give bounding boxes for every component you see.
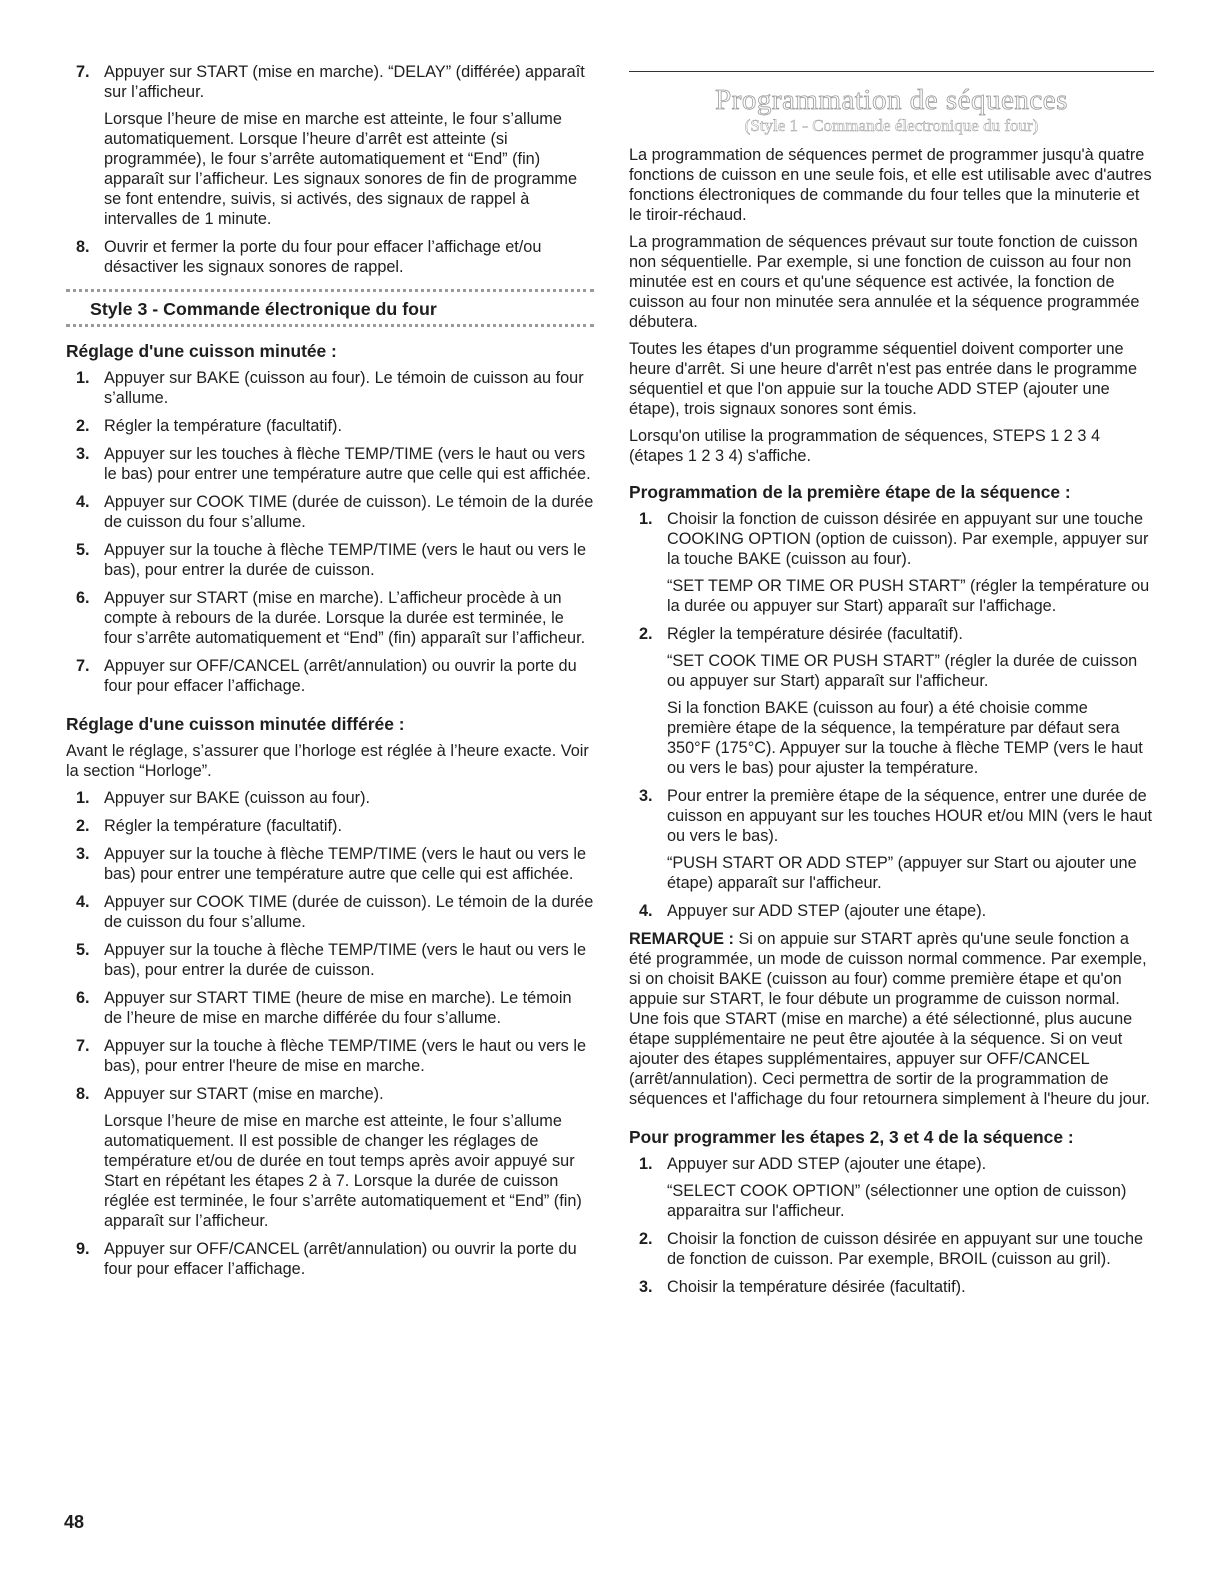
- item-number: 9.: [76, 1240, 90, 1258]
- list-item: [629, 509, 1154, 616]
- item-text: Appuyer sur la touche à flèche TEMP/TIME (vers le haut ou vers le bas), pour entrer l'heure de mise en marche.: [104, 1037, 587, 1075]
- paragraph: Toutes les étapes d'un programme séquentiel doivent comporter une heure d'arrêt. Si une heure d'arrêt n'est pas entrée dans le programme séquentiel et que l'on appuie sur la touche ADD STEP (ajouter une étape), trois signaux sonores sont émis.: [629, 340, 1138, 418]
- list-item: [66, 368, 594, 408]
- item-number: 2.: [76, 817, 90, 835]
- item-number: 2.: [639, 1230, 653, 1248]
- list-item: [66, 816, 594, 836]
- dotted-divider: [66, 324, 594, 327]
- item-text: Appuyer sur la touche à flèche TEMP/TIME (vers le haut ou vers le bas), pour entrer la durée de cuisson.: [104, 541, 587, 579]
- item-number: 5.: [76, 541, 90, 559]
- list-item: [629, 786, 1154, 893]
- list-item: [66, 892, 594, 932]
- item-subtext: Lorsque l’heure de mise en marche est atteinte, le four s’allume automatiquement. Lorsque l’heure d’arrêt est atteinte (si programmée), le four s’arrête automatiquement et “End” (fin) apparaît sur l’afficheur. Les signaux sonores de fin de programme se font entendre, suivis, si activés, des signaux de rappel à intervalles de 1 minute.: [104, 110, 578, 228]
- item-number: 3.: [76, 845, 90, 863]
- list-item: [66, 1239, 594, 1279]
- item-text: Choisir la fonction de cuisson désirée en appuyant sur une touche de fonction de cuisson. Par exemple, BROIL (cuisson au gril).: [667, 1230, 1144, 1268]
- item-subtext: “SET COOK TIME OR PUSH START” (régler la durée de cuisson ou appuyer sur Start) apparaît sur l'afficheur.: [667, 652, 1138, 690]
- section-title: Programmation de séquences: [715, 84, 1068, 116]
- item-text: Appuyer sur COOK TIME (durée de cuisson). Le témoin de la durée de cuisson du four s’allume.: [104, 893, 594, 931]
- item-text: Régler la température désirée (facultatif).: [667, 625, 963, 643]
- item-text: Appuyer sur START (mise en marche).: [104, 1085, 384, 1103]
- paragraph: La programmation de séquences permet de programmer jusqu'à quatre fonctions de cuisson en une seule fois, et elle est utilisable avec d'autres fonctions électroniques de commande du four telles que la minuterie et le tiroir-réchaud.: [629, 146, 1152, 224]
- item-number: 7.: [76, 63, 90, 81]
- item-text: Pour entrer la première étape de la séquence, entrer une durée de cuisson en appuyant sur les touches HOUR et/ou MIN (vers le haut ou vers le bas).: [667, 787, 1153, 845]
- item-text: Régler la température (facultatif).: [104, 817, 342, 835]
- item-text: Appuyer sur ADD STEP (ajouter une étape).: [667, 1155, 987, 1173]
- top-rule: [629, 71, 1154, 72]
- list-item: [66, 237, 594, 277]
- list-item: [66, 1036, 594, 1076]
- paragraph: La programmation de séquences prévaut sur toute fonction de cuisson non séquentielle. Par exemple, si une fonction de cuisson au four non minutée est en cours et qu'une séquence est activée, la fonction de cuisson au four non minutée sera annulée et la séquence programmée débutera.: [629, 233, 1140, 331]
- item-number: 7.: [76, 1037, 90, 1055]
- item-number: 8.: [76, 238, 90, 256]
- item-number: 3.: [76, 445, 90, 463]
- list-item: [629, 624, 1154, 778]
- item-number: 7.: [76, 657, 90, 675]
- list-item: [629, 901, 1154, 921]
- section-heading: Réglage d'une cuisson minutée :: [66, 341, 337, 361]
- list-item: [66, 940, 594, 980]
- item-number: 6.: [76, 989, 90, 1007]
- item-text: Choisir la fonction de cuisson désirée en appuyant sur une touche COOKING OPTION (option de cuisson). Par exemple, appuyer sur la touche BAKE (cuisson au four).: [667, 510, 1149, 568]
- list-item: [66, 1084, 594, 1231]
- list-item: [629, 1277, 1154, 1297]
- list-item: [66, 988, 594, 1028]
- item-subtext: Si la fonction BAKE (cuisson au four) a été choisie comme première étape de la séquence, la température par défaut sera 350°F (175°C). Appuyer sur la touche à flèche TEMP (vers le haut ou vers le bas) pour ajuster la température.: [667, 699, 1143, 777]
- item-text: Appuyer sur COOK TIME (durée de cuisson). Le témoin de la durée de cuisson du four s’allume.: [104, 493, 594, 531]
- item-text: Appuyer sur ADD STEP (ajouter une étape).: [667, 902, 987, 920]
- item-text: Appuyer sur la touche à flèche TEMP/TIME (vers le haut ou vers le bas) pour entrer une température autre que celle qui est affichée.: [104, 845, 587, 883]
- item-text: Appuyer sur START (mise en marche). “DELAY” (différée) apparaît sur l’afficheur.: [104, 63, 585, 101]
- item-text: Appuyer sur BAKE (cuisson au four). Le témoin de cuisson au four s’allume.: [104, 369, 584, 407]
- note-paragraph: [629, 929, 1154, 1109]
- list-item: [66, 788, 594, 808]
- note-text: Si on appuie sur START après qu'une seule fonction a été programmée, un mode de cuisson normal commence. Par exemple, si on choisit BAKE (cuisson au four) comme première étape et qu'on appuie sur START, le four débute un programme de cuisson normal. Une fois que START (mise en marche) a été sélectionné, plus aucune étape supplémentaire ne peut être ajoutée à la séquence. Si on veut ajouter des étapes supplémentaires, appuyer sur OFF/CANCEL (arrêt/annulation). Ceci permettra de sortir de la programmation de séquences et l'affichage du four retournera simplement à l'heure du jour.: [629, 930, 1150, 1108]
- item-number: 3.: [639, 787, 653, 805]
- list-item: [66, 656, 594, 696]
- paragraph: Lorsqu'on utilise la programmation de séquences, STEPS 1 2 3 4 (étapes 1 2 3 4) s'affiche.: [629, 427, 1101, 465]
- item-subtext: Lorsque l’heure de mise en marche est atteinte, le four s’allume automatiquement. Il est possible de changer les réglages de température et/ou de durée en tout temps après avoir appuyé sur Start en répétant les étapes 2 à 7. Lorsque la durée de cuisson réglée est terminée, le four s’arrête automatiquement et “End” (fin) apparaît sur l’afficheur.: [104, 1112, 582, 1230]
- section-heading: Programmation de la première étape de la séquence :: [629, 482, 1071, 502]
- item-text: Appuyer sur START (mise en marche). L’afficheur procède à un compte à rebours de la durée. Lorsque la durée est terminée, le four s’arrête automatiquement et “End” (fin) apparaît sur l’afficheur.: [104, 589, 586, 647]
- dotted-divider: [66, 289, 594, 292]
- item-text: Appuyer sur les touches à flèche TEMP/TIME (vers le haut ou vers le bas) pour entrer une température autre que celle qui est affichée.: [104, 445, 591, 483]
- item-number: 4.: [76, 893, 90, 911]
- item-number: 5.: [76, 941, 90, 959]
- item-number: 1.: [639, 1155, 653, 1173]
- item-text: Appuyer sur START TIME (heure de mise en marche). Le témoin de l’heure de mise en marche différée du four s’allume.: [104, 989, 572, 1027]
- list-item: [66, 588, 594, 648]
- item-text: Régler la température (facultatif).: [104, 417, 342, 435]
- note-label: REMARQUE :: [629, 930, 734, 948]
- item-text: Appuyer sur OFF/CANCEL (arrêt/annulation) ou ouvrir la porte du four pour effacer l’affichage.: [104, 657, 577, 695]
- item-number: 8.: [76, 1085, 90, 1103]
- list-item: [66, 844, 594, 884]
- page-number: 48: [64, 1512, 85, 1532]
- list-item: [66, 540, 594, 580]
- right-column: [629, 62, 1154, 1305]
- item-subtext: “SET TEMP OR TIME OR PUSH START” (régler la température ou la durée ou appuyer sur Start) apparaît sur l'affichage.: [667, 577, 1150, 615]
- list-item: [66, 492, 594, 532]
- item-number: 1.: [76, 789, 90, 807]
- item-text: Appuyer sur la touche à flèche TEMP/TIME (vers le haut ou vers le bas), pour entrer la durée de cuisson.: [104, 941, 587, 979]
- list-item: [66, 62, 594, 229]
- item-number: 2.: [639, 625, 653, 643]
- item-number: 6.: [76, 589, 90, 607]
- section-subtitle: (Style 1 - Commande électronique du four): [744, 116, 1039, 135]
- item-number: 1.: [76, 369, 90, 387]
- list-item: [629, 1229, 1154, 1269]
- item-text: Appuyer sur OFF/CANCEL (arrêt/annulation) ou ouvrir la porte du four pour effacer l’affichage.: [104, 1240, 577, 1278]
- item-text: Appuyer sur BAKE (cuisson au four).: [104, 789, 371, 807]
- item-number: 4.: [76, 493, 90, 511]
- style-section-title: Style 3 - Commande électronique du four: [90, 299, 437, 319]
- section-heading: Pour programmer les étapes 2, 3 et 4 de la séquence :: [629, 1127, 1074, 1147]
- item-number: 2.: [76, 417, 90, 435]
- section-intro: Avant le réglage, s’assurer que l’horloge est réglée à l’heure exacte. Voir la section “Horloge”.: [66, 742, 589, 780]
- item-text: Ouvrir et fermer la porte du four pour effacer l’affichage et/ou désactiver les signaux sonores de rappel.: [104, 238, 542, 276]
- list-item: [66, 444, 594, 484]
- left-column: [66, 62, 594, 1287]
- item-number: 3.: [639, 1278, 653, 1296]
- item-text: Choisir la température désirée (facultatif).: [667, 1278, 966, 1296]
- list-item: [629, 1154, 1154, 1221]
- list-item: [66, 416, 594, 436]
- item-subtext: “SELECT COOK OPTION” (sélectionner une option de cuisson) apparaitra sur l'afficheur.: [667, 1182, 1127, 1220]
- item-subtext: “PUSH START OR ADD STEP” (appuyer sur Start ou ajouter une étape) apparaît sur l'afficheur.: [667, 854, 1137, 892]
- item-number: 4.: [639, 902, 653, 920]
- item-number: 1.: [639, 510, 653, 528]
- section-heading: Réglage d'une cuisson minutée différée :: [66, 714, 405, 734]
